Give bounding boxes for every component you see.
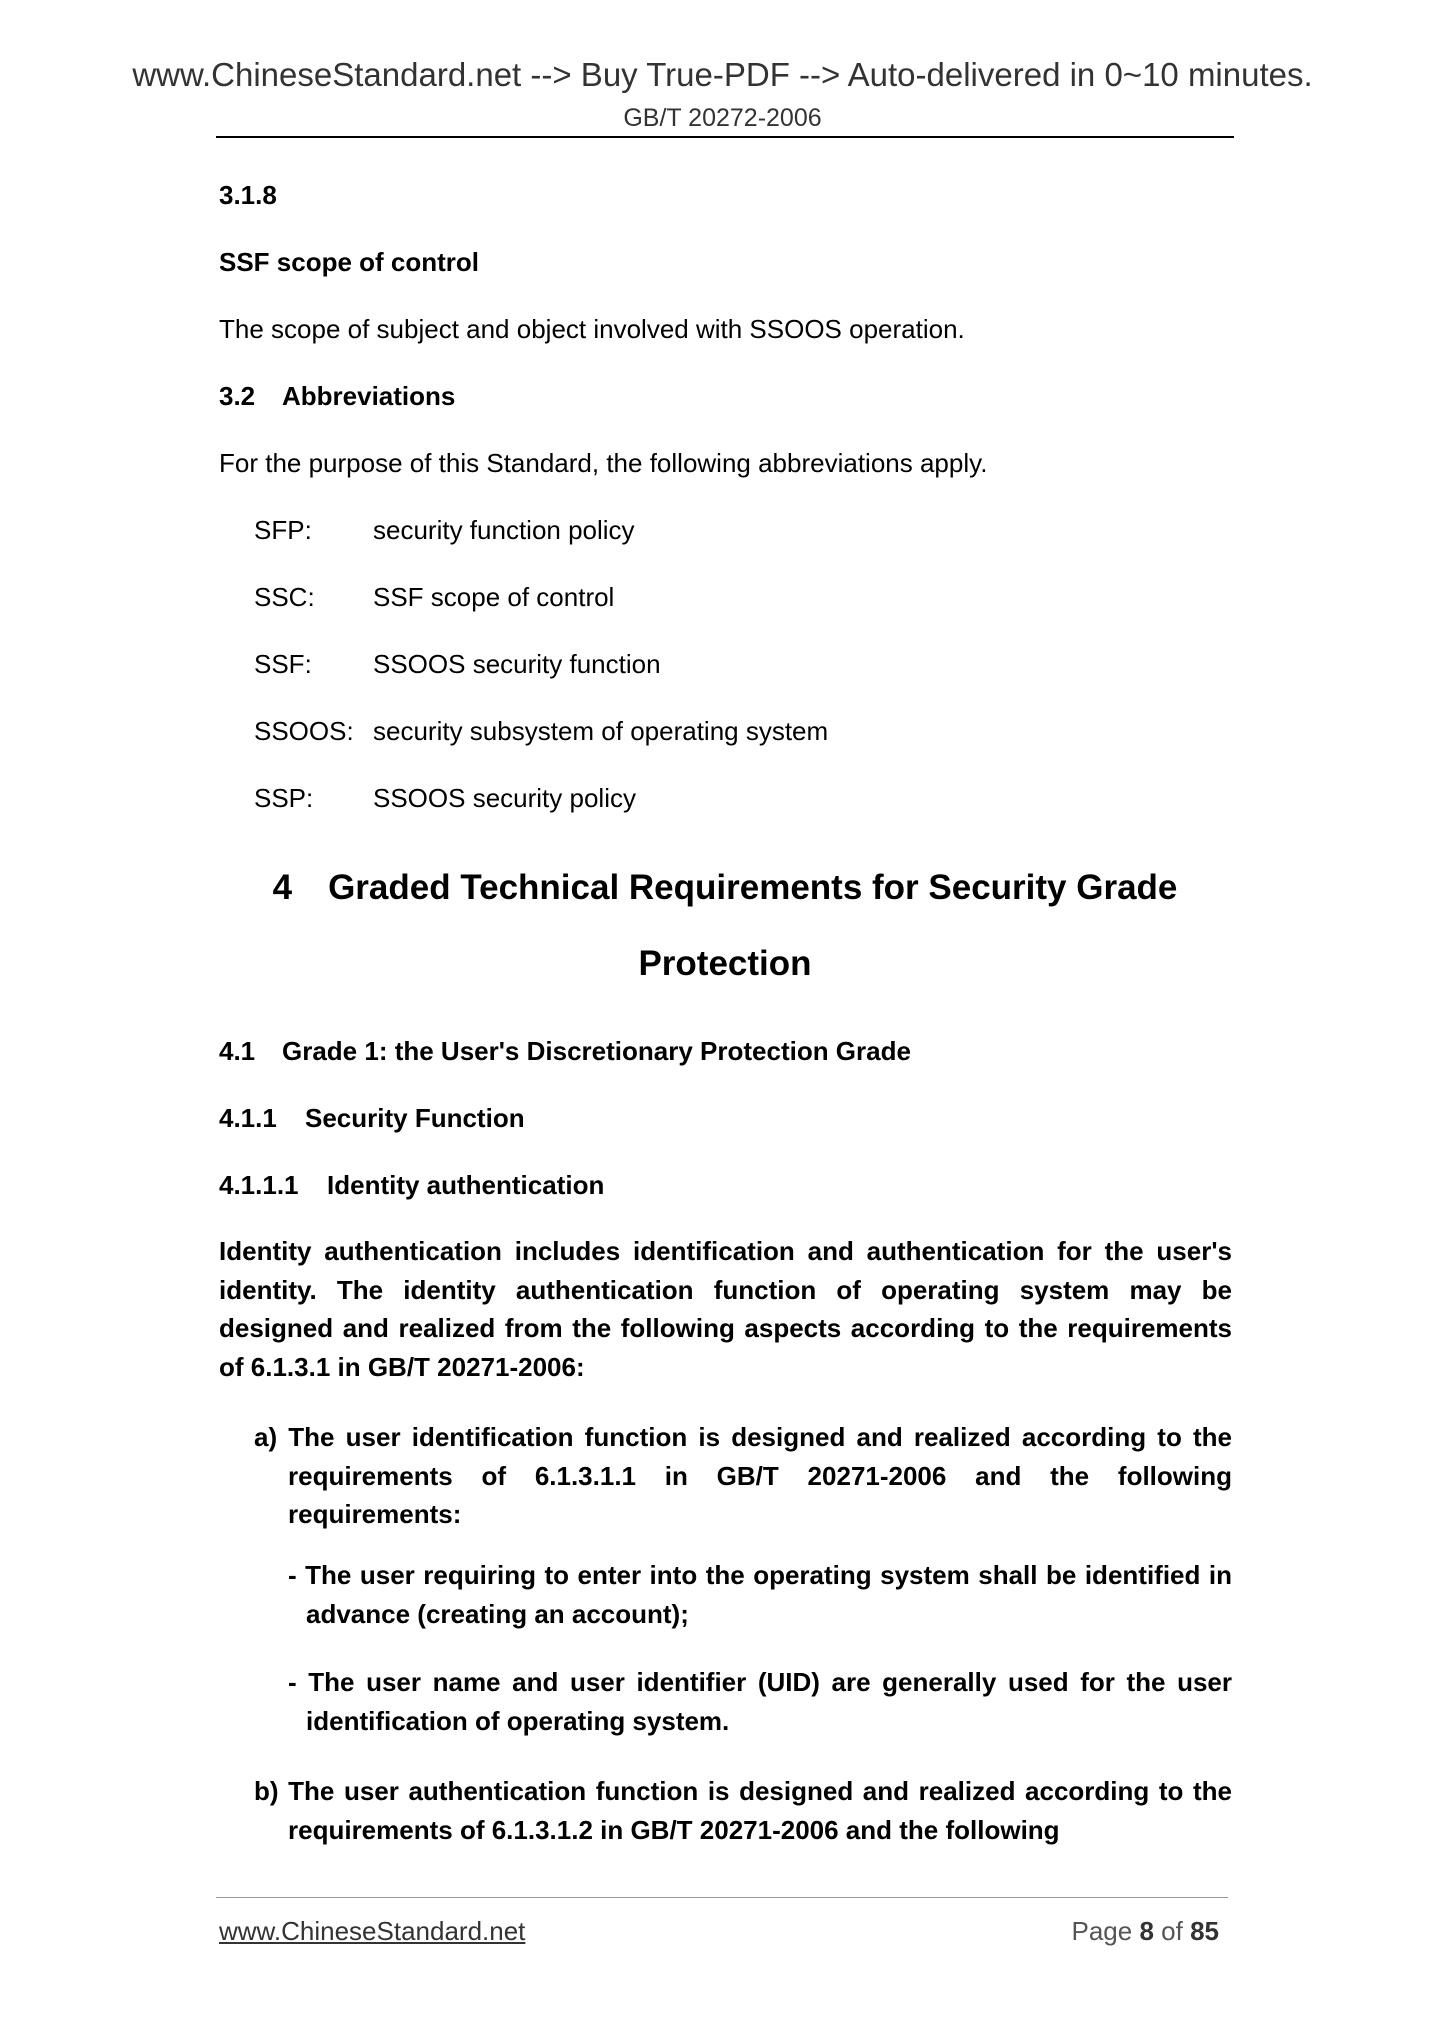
- page-total: 85: [1190, 1916, 1219, 1946]
- section-3-2-heading: [219, 377, 455, 415]
- footer-divider: [216, 1897, 1228, 1898]
- abbreviation-term: SSF:: [254, 649, 312, 679]
- page-indicator: [1071, 1916, 1219, 1947]
- section-3-1-8-term: SSF scope of control: [219, 247, 480, 277]
- abbreviation-definition: security function policy: [373, 515, 635, 545]
- abbreviation-term: SFP:: [254, 515, 312, 545]
- section-3-2-number: 3.2: [219, 381, 256, 411]
- standard-code: GB/T 20272-2006: [623, 104, 822, 132]
- section-4-1-1-1-number: 4.1.1.1: [219, 1170, 299, 1200]
- chapter-4-number: 4: [272, 868, 293, 907]
- header-banner: www.ChineseStandard.net --> Buy True-PDF --> Auto-delivered in 0~10 minutes.: [132, 56, 1313, 93]
- chapter-4-title-line1: Graded Technical Requirements for Security Grade: [328, 868, 1178, 907]
- page-label: Page: [1071, 1916, 1133, 1946]
- section-4-1-1-title: Security Function: [305, 1103, 525, 1133]
- abbreviation-definition: security subsystem of operating system: [373, 716, 829, 746]
- chapter-4-heading: [219, 863, 1231, 913]
- section-4-1-1-heading: [219, 1099, 525, 1137]
- abbreviation-definition: SSOOS security policy: [373, 783, 636, 813]
- section-4-1-number: 4.1: [219, 1036, 256, 1066]
- section-4-1-1-1-heading: [219, 1166, 604, 1204]
- abbreviation-definition: SSOOS security function: [373, 649, 661, 679]
- list-item-a-dash-2: - The user name and user identifier (UID) are generally used for the user identification of operating system.: [288, 1667, 1232, 1736]
- abbreviation-term: SSP:: [254, 783, 314, 813]
- chapter-4-title-line2: Protection: [638, 944, 812, 983]
- abbreviation-term: SSC:: [254, 582, 315, 612]
- section-3-2-title: Abbreviations: [282, 381, 456, 411]
- section-4-1-1-number: 4.1.1: [219, 1103, 277, 1133]
- section-3-1-8-definition: The scope of subject and object involved with SSOOS operation.: [219, 314, 965, 344]
- list-item-a: a) The user identification function is designed and realized according to the requirements of 6.1.3.1.1 in GB/T 20271-2006 and the following requirements:: [254, 1422, 1232, 1529]
- footer-site-link[interactable]: www.ChineseStandard.net: [219, 1916, 526, 1946]
- abbreviation-definition: SSF scope of control: [373, 582, 615, 612]
- header-divider: [216, 136, 1234, 138]
- section-3-1-8-number: 3.1.8: [219, 180, 277, 210]
- abbreviation-term: SSOOS:: [254, 716, 354, 746]
- list-item-a-dash-1: - The user requiring to enter into the operating system shall be identified in advance (creating an account);: [288, 1560, 1232, 1629]
- identity-authentication-body: Identity authentication includes identification and authentication for the user's identity. The identity authentication function of operating system may be designed and realized from the following aspects according to the requirements of 6.1.3.1 in GB/T 20271-2006:: [219, 1236, 1232, 1382]
- page-number: 8: [1139, 1916, 1154, 1946]
- section-4-1-heading: [219, 1032, 911, 1070]
- section-4-1-title: Grade 1: the User's Discretionary Protection Grade: [282, 1036, 911, 1066]
- section-4-1-1-1-title: Identity authentication: [327, 1170, 605, 1200]
- of-label: of: [1161, 1916, 1183, 1946]
- list-item-b: b) The user authentication function is designed and realized according to the requirements of 6.1.3.1.2 in GB/T 20271-2006 and the following: [254, 1776, 1232, 1845]
- abbreviations-intro: For the purpose of this Standard, the following abbreviations apply.: [219, 448, 988, 478]
